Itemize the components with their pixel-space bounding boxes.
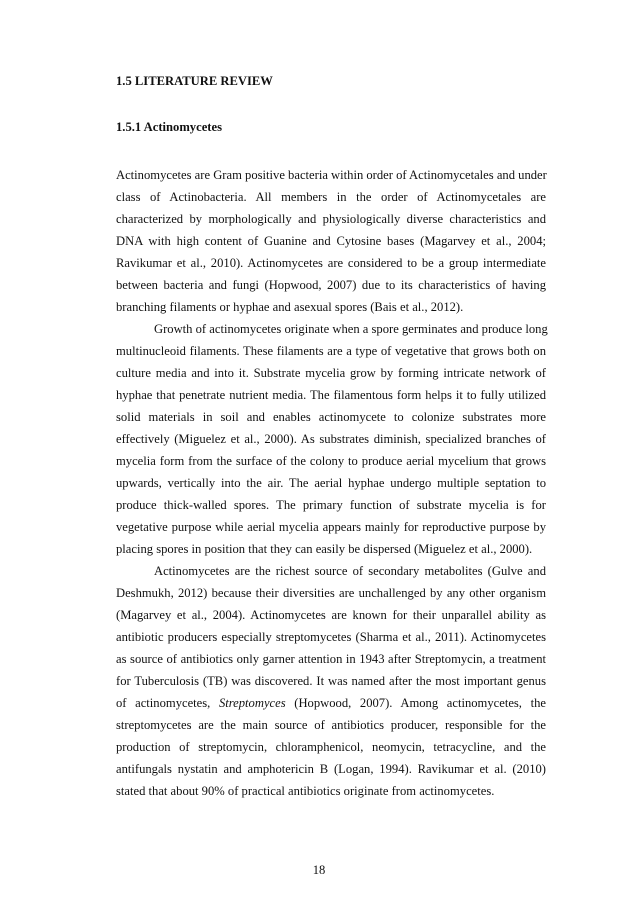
body-line: effectively (Miguelez et al., 2000). As substrates diminish, specialized branches of bbox=[116, 432, 546, 446]
body-line: streptomycetes are the main source of antibiotics producer, responsible for the bbox=[116, 718, 546, 732]
section-heading: 1.5 LITERATURE REVIEW bbox=[116, 74, 273, 88]
body-line: branching filaments or hyphae and asexual spores (Bais et al., 2012). bbox=[116, 300, 464, 314]
body-line: stated that about 90% of practical antibiotics originate from actinomycetes. bbox=[116, 784, 495, 798]
body-line: Ravikumar et al., 2010). Actinomycetes are considered to be a group intermediate bbox=[116, 256, 546, 270]
body-line: production of streptomycin, chloramphenicol, neomycin, tetracycline, and the bbox=[116, 740, 546, 754]
body-line: between bacteria and fungi (Hopwood, 2007) due to its characteristics of having bbox=[116, 278, 546, 292]
body-line: class of Actinobacteria. All members in the order of Actinomycetales are bbox=[116, 190, 546, 204]
body-line: Deshmukh, 2012) because their diversities are unchallenged by any other organism bbox=[116, 586, 546, 600]
body-line: antibiotic producers especially streptomycetes (Sharma et al., 2011). Actinomycetes bbox=[116, 630, 546, 644]
body-line: for Tuberculosis (TB) was discovered. It was named after the most important genus bbox=[116, 674, 546, 688]
body-line: as source of antibiotics only garner attention in 1943 after Streptomycin, a treatment bbox=[116, 652, 546, 666]
body-line: antifungals nystatin and amphotericin B (Logan, 1994). Ravikumar et al. (2010) bbox=[116, 762, 546, 776]
body-line: Growth of actinomycetes originate when a spore germinates and produce long bbox=[154, 322, 548, 336]
body-line-with-italic: of actinomycetes, Streptomyces (Hopwood, 2007). Among actinomycetes, the bbox=[116, 696, 546, 710]
genus-name-italic: Streptomyces bbox=[218, 696, 286, 710]
body-line: (Magarvey et al., 2004). Actinomycetes are known for their unparallel ability as bbox=[116, 608, 546, 622]
subsection-heading: 1.5.1 Actinomycetes bbox=[116, 120, 222, 134]
body-line: culture media and into it. Substrate mycelia grow by forming intricate network of bbox=[116, 366, 546, 380]
body-line: characterized by morphologically and physiologically diverse characteristics and bbox=[116, 212, 546, 226]
body-line: vegetative purpose while aerial mycelia appears mainly for reproductive purpose by bbox=[116, 520, 546, 534]
body-line: hyphae that penetrate nutrient media. The filamentous form helps it to fully utilized bbox=[116, 388, 546, 402]
body-line: Actinomycetes are the richest source of secondary metabolites (Gulve and bbox=[154, 564, 546, 578]
body-line: mycelia form from the surface of the colony to produce aerial mycelium that grows bbox=[116, 454, 546, 468]
page-number: 18 bbox=[312, 863, 326, 877]
body-line: upwards, vertically into the air. The aerial hyphae undergo multiple septation to bbox=[116, 476, 546, 490]
body-line: placing spores in position that they can easily be dispersed (Miguelez et al., 2000). bbox=[116, 542, 533, 556]
body-line: solid materials in soil and enables actinomycete to colonize substrates more bbox=[116, 410, 546, 424]
body-line: multinucleoid filaments. These filaments are a type of vegetative that grows both on bbox=[116, 344, 546, 358]
body-line: DNA with high content of Guanine and Cytosine bases (Magarvey et al., 2004; bbox=[116, 234, 546, 248]
body-line: produce thick-walled spores. The primary function of substrate mycelia is for bbox=[116, 498, 546, 512]
body-line: Actinomycetes are Gram positive bacteria within order of Actinomycetales and under bbox=[116, 168, 547, 182]
